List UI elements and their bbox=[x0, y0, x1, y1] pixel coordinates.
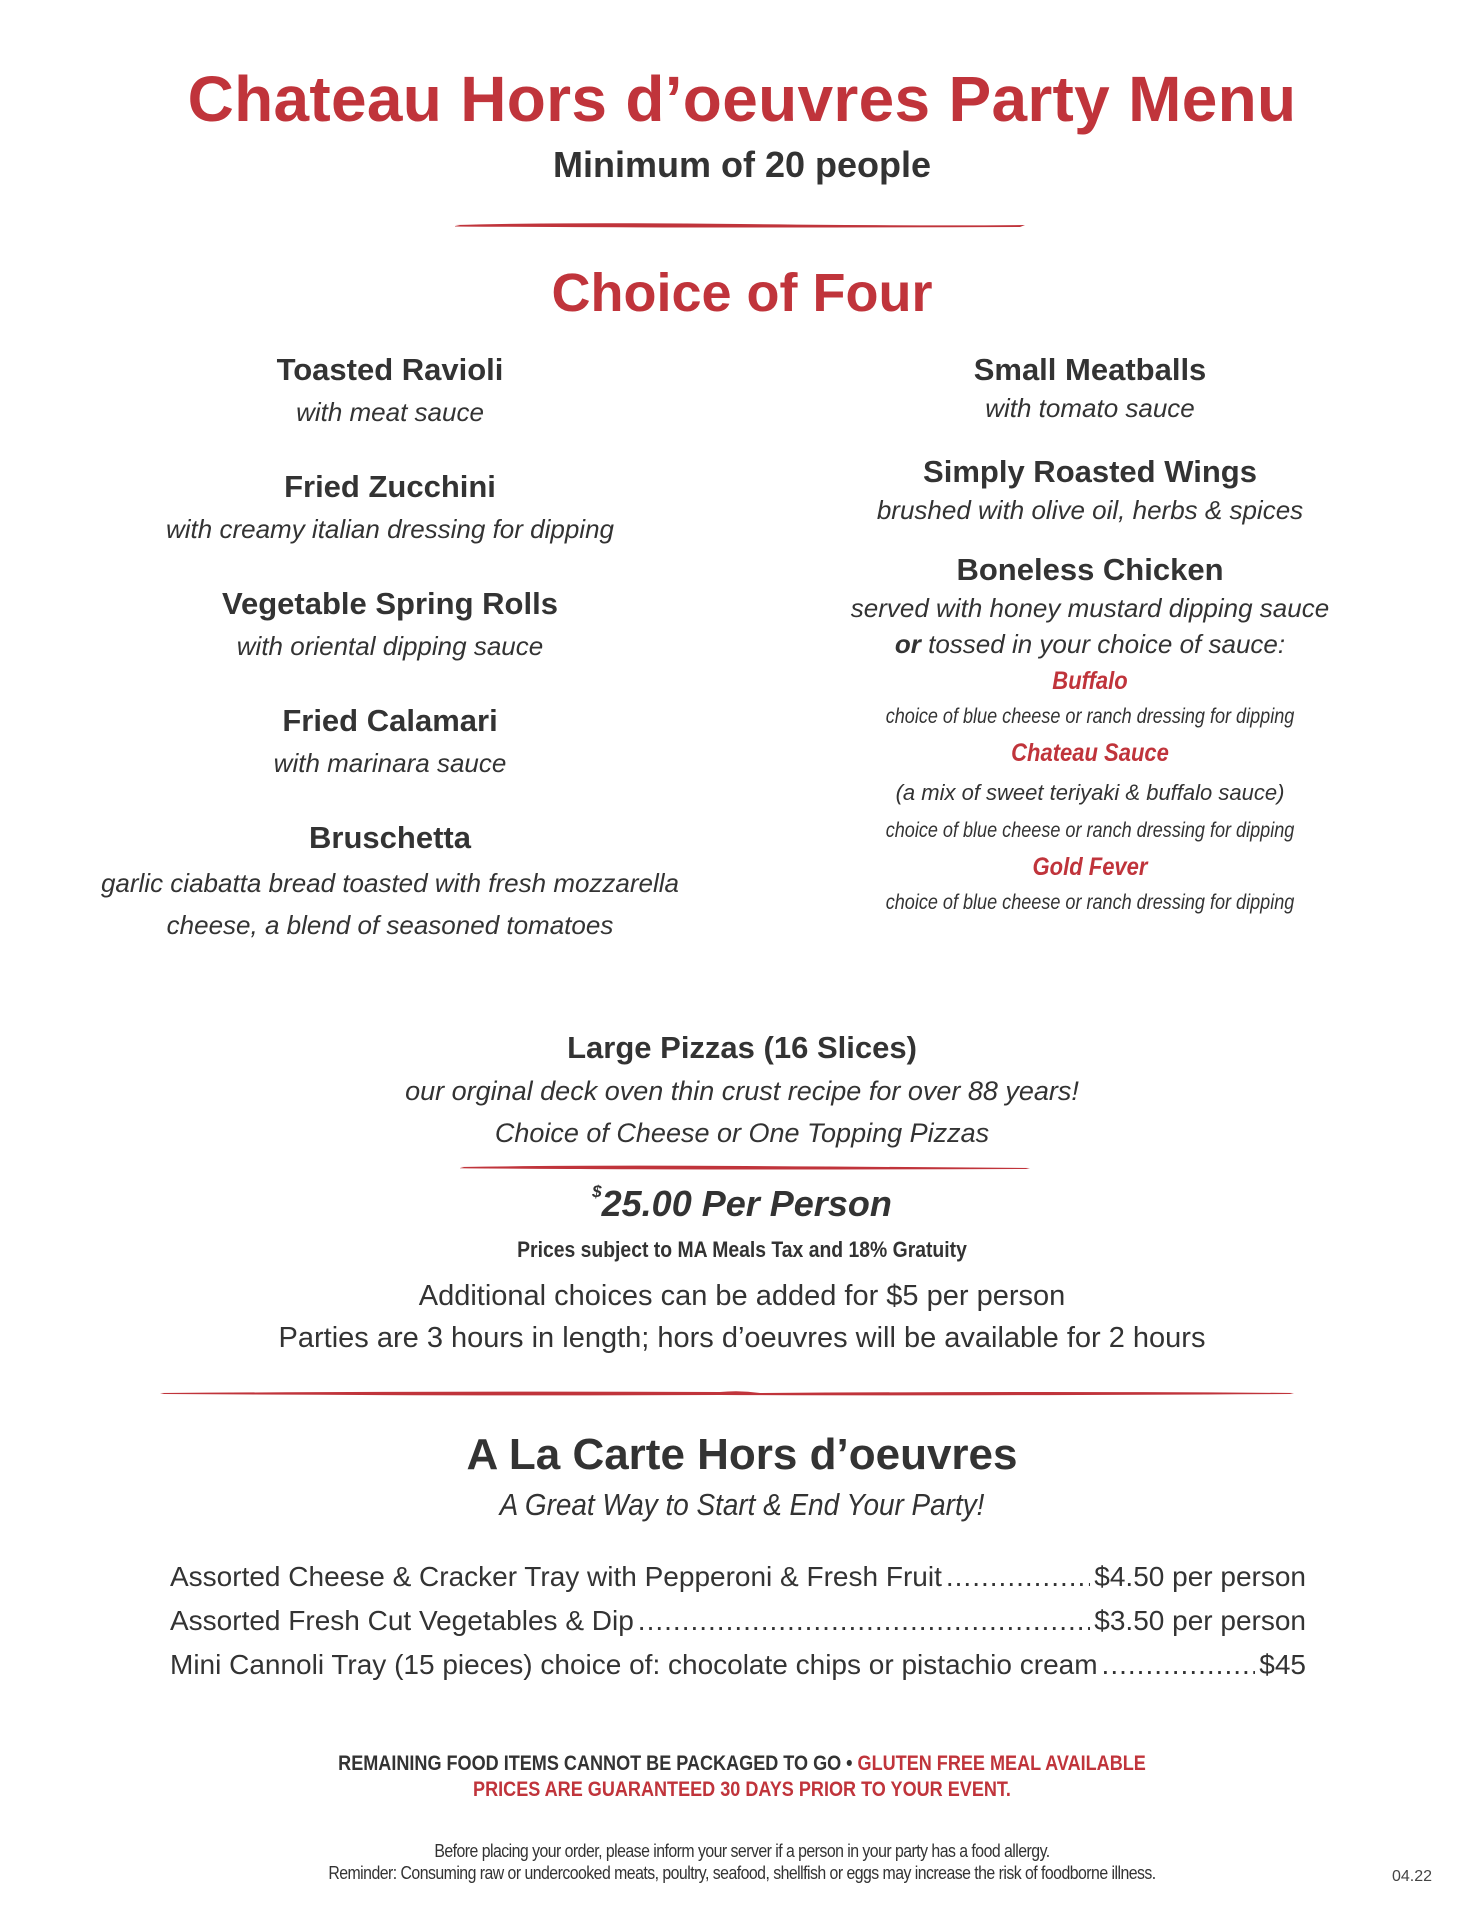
item-description: brushed with olive oil, herbs & spices bbox=[876, 495, 1304, 525]
sauce-name: Chateau Sauce bbox=[1011, 739, 1169, 767]
allergy-disclaimer bbox=[89, 1840, 1395, 1884]
item-description: served with honey mustard dipping sauce bbox=[850, 593, 1330, 623]
menu-item bbox=[80, 467, 700, 547]
item-description: with marinara sauce bbox=[273, 748, 507, 778]
divider bbox=[460, 1163, 1030, 1171]
menu-item bbox=[830, 350, 1350, 426]
food-safety-line: Reminder: Consuming raw or undercooked meats, poultry, seafood, shellfish or eggs may increase the risk of foodborne illness. bbox=[328, 1863, 1156, 1883]
list-item-price: $45 bbox=[1259, 1649, 1306, 1680]
additional-choices-text: Additional choices can be added for $5 per person bbox=[418, 1280, 1066, 1312]
item-name: Toasted Ravioli bbox=[276, 352, 504, 387]
alacarte-list bbox=[170, 1555, 1306, 1687]
divider bbox=[160, 1389, 1294, 1397]
item-description-sauce-choice bbox=[830, 626, 1350, 662]
list-item bbox=[170, 1555, 1306, 1599]
item-description: with creamy italian dressing for dipping bbox=[166, 514, 614, 544]
divider bbox=[455, 221, 1025, 229]
menu-item bbox=[80, 818, 700, 946]
version-code: 04.22 bbox=[1392, 1868, 1433, 1885]
menu-item bbox=[830, 452, 1350, 528]
list-item-name: Mini Cannoli Tray (15 pieces) choice of: chocolate chips or pistachio cream bbox=[170, 1649, 1098, 1680]
tax-note: Prices subject to MA Meals Tax and 18% Gratuity bbox=[517, 1237, 967, 1262]
page-subtitle: Minimum of 20 people bbox=[552, 144, 932, 185]
sauce-name: Gold Fever bbox=[1032, 853, 1148, 881]
or-word: or bbox=[894, 629, 921, 659]
menu-item bbox=[830, 550, 1350, 920]
sauce-choice-text: tossed in your choice of sauce: bbox=[920, 629, 1286, 659]
item-description: with oriental dipping sauce bbox=[236, 631, 544, 661]
item-name: Fried Zucchini bbox=[284, 469, 496, 504]
price-text: 25.00 Per Person bbox=[601, 1183, 892, 1224]
additional-info bbox=[0, 1275, 1484, 1359]
sauce-name: Buffalo bbox=[1052, 667, 1128, 695]
price-per-person bbox=[0, 1183, 1484, 1225]
sauce-note: choice of blue cheese or ranch dressing for dipping bbox=[885, 819, 1295, 842]
list-item-price: $4.50 per person bbox=[1094, 1561, 1306, 1592]
item-description: with meat sauce bbox=[296, 397, 484, 427]
alacarte-title: A La Carte Hors d’oeuvres bbox=[466, 1430, 1018, 1479]
sauce-note: choice of blue cheese or ranch dressing for dipping bbox=[885, 891, 1295, 914]
dot-leader bbox=[1102, 1643, 1256, 1687]
dot-leader bbox=[638, 1599, 1090, 1643]
item-name: Simply Roasted Wings bbox=[923, 454, 1257, 489]
currency-symbol: $ bbox=[592, 1182, 602, 1201]
sauce-note: choice of blue cheese or ranch dressing for dipping bbox=[885, 705, 1295, 728]
item-description: garlic ciabatta bread toasted with fresh mozzarella bbox=[100, 868, 680, 898]
list-item-price: $3.50 per person bbox=[1094, 1605, 1306, 1636]
item-name: Vegetable Spring Rolls bbox=[222, 586, 558, 621]
item-name: Fried Calamari bbox=[282, 703, 498, 738]
item-description: Choice of Cheese or One Topping Pizzas bbox=[494, 1118, 990, 1148]
allergy-line: Before placing your order, please inform your server if a person in your party has a food allergy. bbox=[434, 1841, 1050, 1861]
right-menu-column bbox=[830, 350, 1350, 944]
sauce-description: (a mix of sweet teriyaki & buffalo sauce) bbox=[895, 780, 1285, 805]
alacarte-subtitle: A Great Way to Start & End Your Party! bbox=[499, 1487, 985, 1522]
item-name: Bruschetta bbox=[309, 820, 471, 855]
menu-item bbox=[80, 701, 700, 781]
packaging-text: REMAINING FOOD ITEMS CANNOT BE PACKAGED TO GO • bbox=[338, 1752, 858, 1775]
list-item-name: Assorted Fresh Cut Vegetables & Dip bbox=[170, 1605, 634, 1636]
menu-item bbox=[80, 350, 700, 430]
list-item bbox=[170, 1599, 1306, 1643]
item-name: Small Meatballs bbox=[973, 352, 1207, 387]
item-description-continued: cheese, a blend of seasoned tomatoes bbox=[166, 910, 614, 940]
item-name: Boneless Chicken bbox=[956, 552, 1224, 587]
section-title-choice: Choice of Four bbox=[551, 263, 933, 323]
party-length-text: Parties are 3 hours in length; hors d’oeuvres will be available for 2 hours bbox=[278, 1322, 1206, 1354]
list-item bbox=[170, 1643, 1306, 1687]
page-title: Chateau Hors d’oeuvres Party Menu bbox=[187, 63, 1297, 135]
gluten-free-text: GLUTEN FREE MEAL AVAILABLE bbox=[857, 1752, 1146, 1775]
menu-item bbox=[80, 584, 700, 664]
list-item-name: Assorted Cheese & Cracker Tray with Pepperoni & Fresh Fruit bbox=[170, 1561, 942, 1592]
pizza-item bbox=[0, 1028, 1484, 1154]
packaging-notice bbox=[104, 1749, 1380, 1778]
dot-leader bbox=[946, 1555, 1090, 1599]
price-guarantee-notice: PRICES ARE GUARANTEED 30 DAYS PRIOR TO YOUR EVENT. bbox=[473, 1778, 1011, 1801]
left-menu-column bbox=[80, 350, 700, 983]
item-name: Large Pizzas (16 Slices) bbox=[567, 1030, 917, 1065]
item-description: our orginal deck oven thin crust recipe for over 88 years! bbox=[405, 1076, 1079, 1106]
item-description: with tomato sauce bbox=[985, 393, 1195, 423]
